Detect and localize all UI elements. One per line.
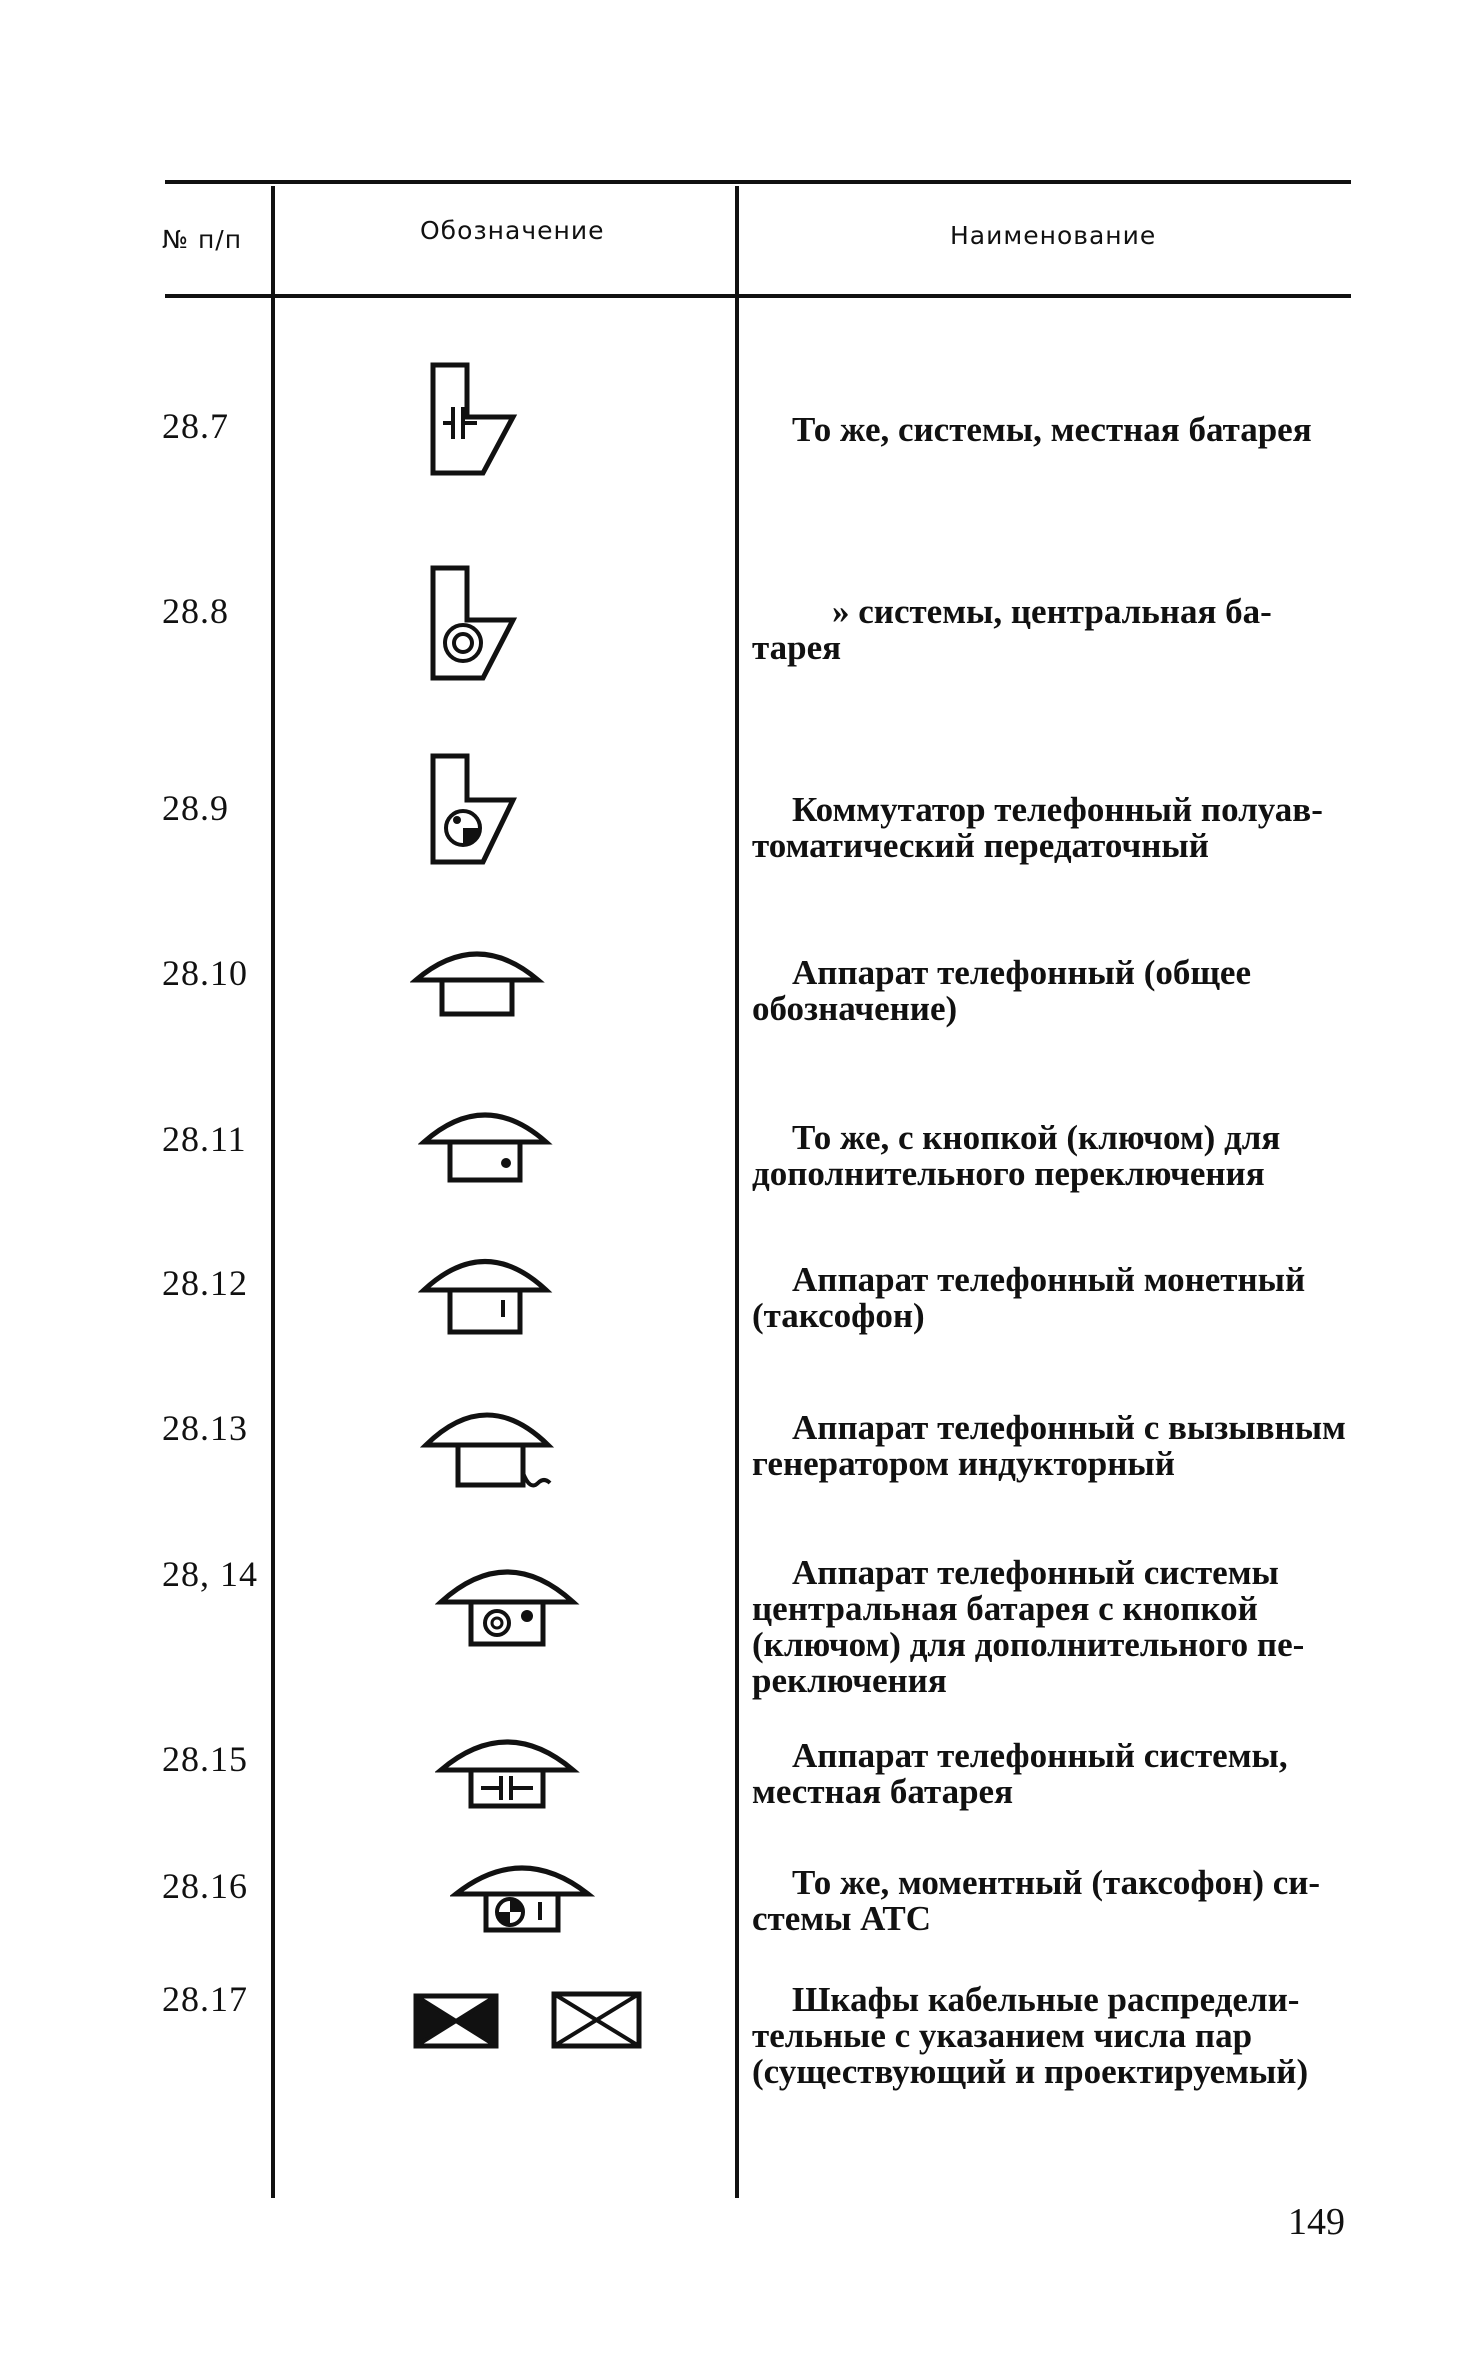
switchboard-semiautomatic-icon xyxy=(425,750,525,870)
telephone-magneto-icon xyxy=(420,1395,570,1495)
row-description: Коммутатор телефонный полуав- томатический передаточный xyxy=(752,790,1323,865)
telephone-central-battery-key-icon xyxy=(435,1550,580,1650)
column-divider-2 xyxy=(735,186,739,2198)
row-number: 28.11 xyxy=(162,1119,247,1159)
header-col-symbol: Обозначение xyxy=(420,216,605,245)
row-number: 28.7 xyxy=(162,406,229,446)
row-description: Аппарат телефонный системы, местная батарея xyxy=(752,1736,1288,1811)
switchboard-local-battery-icon xyxy=(425,355,525,480)
page-number: 149 xyxy=(1288,2201,1345,2243)
row-number: 28.12 xyxy=(162,1263,248,1303)
header-col-name: Наименование xyxy=(950,221,1157,250)
telephone-coin-icon xyxy=(418,1245,553,1340)
row-description: То же, моментный (таксофон) си- стемы АТС xyxy=(752,1863,1321,1938)
column-divider-1 xyxy=(271,186,275,2198)
table-top-rule xyxy=(165,180,1351,184)
row-number: 28.10 xyxy=(162,953,248,993)
row-description: » системы, центральная ба- тарея xyxy=(752,592,1272,667)
cable-cabinet-existing-icon xyxy=(412,1992,502,2052)
telephone-local-battery-icon xyxy=(435,1722,580,1812)
row-description: Аппарат телефонный системы центральная батарея с кнопкой (ключом) для дополнительного пе- реключения xyxy=(752,1553,1305,1700)
row-description: Аппарат телефонный монетный (таксофон) xyxy=(752,1260,1306,1335)
telephone-key-icon xyxy=(418,1100,553,1190)
row-number: 28.17 xyxy=(162,1979,248,2019)
switchboard-central-battery-icon xyxy=(425,560,525,685)
header-bottom-rule xyxy=(165,294,1351,298)
row-number: 28.9 xyxy=(162,788,229,828)
row-description: Аппарат телефонный (общее обозначение) xyxy=(752,953,1251,1028)
telephone-general-icon xyxy=(410,940,545,1020)
row-number: 28.8 xyxy=(162,591,229,631)
row-number: 28.13 xyxy=(162,1408,248,1448)
row-description: То же, с кнопкой (ключом) для дополнительного переключения xyxy=(752,1118,1281,1193)
cable-cabinet-projected-icon xyxy=(550,1990,645,2052)
row-description: Аппарат телефонный с вызывным генератором индукторный xyxy=(752,1408,1346,1483)
telephone-coin-atc-icon xyxy=(450,1850,595,1935)
row-number: 28.16 xyxy=(162,1866,248,1906)
row-description: То же, системы, местная батарея xyxy=(792,410,1312,449)
row-description: Шкафы кабельные распредели- тельные с указанием числа пар (существующий и проектируемый) xyxy=(752,1980,1309,2091)
header-col-number: № п/п xyxy=(162,225,243,254)
row-number: 28.15 xyxy=(162,1739,248,1779)
row-number: 28, 14 xyxy=(162,1554,258,1594)
